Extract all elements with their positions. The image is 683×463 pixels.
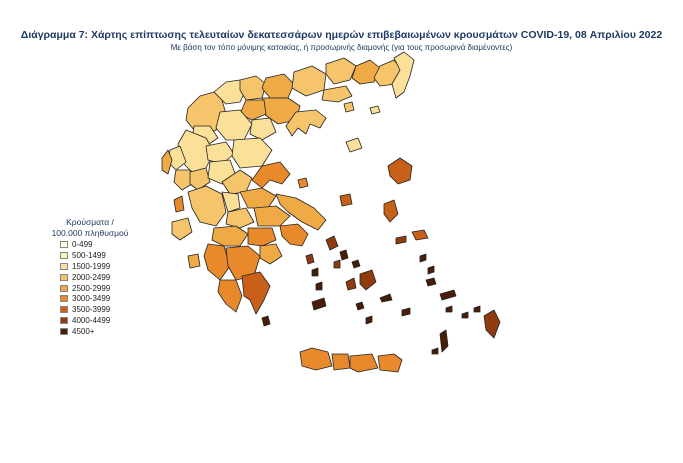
region-kefalonia: [172, 218, 192, 240]
region-larisa: [232, 138, 272, 168]
region-nisyros: [446, 306, 452, 312]
region-patmos: [420, 254, 426, 262]
region-preveza: [174, 170, 192, 190]
region-paros: [346, 278, 356, 290]
legend-item: [60, 326, 150, 337]
region-pieria: [250, 118, 276, 140]
legend-swatch: [60, 241, 68, 248]
legend-swatch: [60, 306, 68, 313]
region-kos: [440, 290, 456, 300]
legend-title-line1: Κρούσματα /: [66, 217, 114, 227]
region-chios: [384, 200, 398, 222]
region-syros: [334, 260, 340, 268]
legend-item: [60, 272, 150, 283]
region-amorgos: [380, 294, 392, 302]
legend-label: 3000-3499: [72, 294, 111, 304]
region-kalymnos: [426, 278, 436, 286]
legend-item: [60, 261, 150, 272]
legend-label: 0-499: [72, 239, 93, 249]
legend-label: 2000-2499: [72, 272, 111, 282]
region-kasos: [432, 348, 438, 354]
region-zakynthos: [188, 254, 200, 268]
region-skyros: [340, 194, 352, 206]
legend-title: [40, 217, 140, 239]
region-karpathos: [440, 330, 448, 352]
region-samothraki: [370, 106, 380, 114]
region-messinia: [218, 280, 242, 312]
legend-label: 2500-2999: [72, 283, 111, 293]
legend-label: 4500+: [72, 327, 95, 337]
region-rhodes: [484, 310, 500, 338]
legend-label: 500-1499: [72, 250, 106, 260]
region-kavala: [322, 86, 352, 102]
region-skiathos: [298, 178, 308, 188]
legend-title-line2: 100.000 πληθυσμού: [51, 228, 129, 238]
region-thasos: [344, 102, 354, 112]
region-lefkada: [174, 196, 184, 212]
legend-swatch: [60, 274, 68, 281]
legend-swatch: [60, 252, 68, 259]
legend: [40, 217, 150, 337]
region-heraklion: [350, 354, 378, 372]
region-tinos: [340, 250, 348, 260]
legend-label: 3500-3999: [72, 305, 111, 315]
region-serres: [292, 66, 326, 96]
legend-item: [60, 315, 150, 326]
legend-item: [60, 283, 150, 294]
region-milos: [312, 298, 326, 310]
region-mykonos: [352, 260, 360, 268]
region-santorini: [366, 316, 372, 324]
region-drama: [326, 58, 356, 84]
legend-items: [40, 239, 150, 337]
legend-swatch: [60, 263, 68, 270]
legend-label: 1500-1999: [72, 261, 111, 271]
legend-swatch: [60, 285, 68, 292]
region-achaia: [212, 226, 248, 246]
region-ios: [356, 302, 364, 310]
region-fthiotida: [240, 188, 276, 208]
region-kythnos: [312, 268, 318, 276]
region-samos: [412, 230, 428, 240]
region-rethymno: [332, 354, 350, 370]
region-tilos: [462, 312, 468, 318]
legend-item: [60, 293, 150, 304]
region-kilkis: [262, 74, 294, 98]
region-ikaria: [396, 236, 406, 244]
legend-swatch: [60, 317, 68, 324]
legend-swatch: [60, 295, 68, 302]
region-kythira: [262, 316, 270, 326]
region-aitoloakarnania: [188, 186, 226, 226]
region-lasithi: [378, 354, 402, 372]
legend-item: [60, 250, 150, 261]
region-kea: [306, 254, 314, 264]
region-leros: [428, 266, 434, 274]
region-attica: [280, 224, 308, 246]
region-naxos: [360, 270, 376, 290]
chart-title: Διάγραμμα 7: Χάρτης επίπτωσης τελευταίων δεκατεσσάρων ημερών επιβεβαιωμένων κρουσμάτων COVID-19, 08 Απριλίου 2022: [20, 29, 663, 41]
legend-item: [60, 239, 150, 250]
region-astypalaia: [402, 308, 410, 316]
region-limnos: [346, 138, 362, 152]
region-lakonia: [242, 272, 270, 314]
region-chania: [300, 348, 332, 370]
region-argolida: [260, 244, 282, 264]
region-andros: [326, 236, 338, 250]
legend-item: [60, 304, 150, 315]
region-lesvos: [388, 158, 412, 184]
chart-subtitle: Με βάση τον τόπο μόνιμης κατοικίας, ή προσωρινής διαμονής (για τους προσωρινά διαμένοντες): [170, 43, 513, 52]
region-korinthia: [248, 228, 276, 246]
region-serifos: [316, 282, 322, 290]
legend-swatch: [60, 328, 68, 335]
legend-label: 4000-4499: [72, 316, 111, 326]
region-symi: [474, 306, 480, 312]
